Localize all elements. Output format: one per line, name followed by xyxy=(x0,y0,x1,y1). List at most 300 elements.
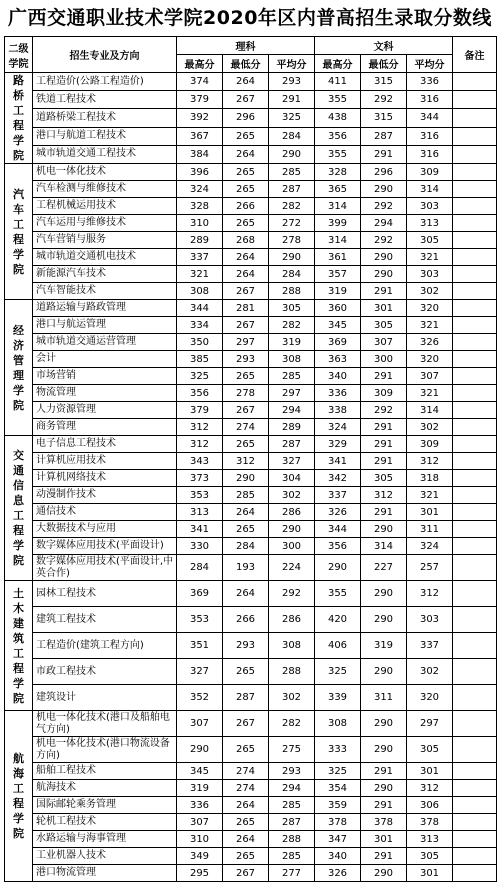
remark-cell xyxy=(453,127,497,145)
remark-cell xyxy=(453,797,497,814)
arts-avg-cell: 312 xyxy=(407,453,453,470)
major-cell: 通信技术 xyxy=(33,504,177,521)
arts-max-cell: 355 xyxy=(315,91,361,109)
arts-max-cell: 347 xyxy=(315,831,361,848)
arts-avg-cell: 257 xyxy=(407,555,453,581)
arts-min-cell: 291 xyxy=(361,848,407,865)
arts-min-cell: 291 xyxy=(361,436,407,453)
arts-avg-cell: 302 xyxy=(407,283,453,300)
remark-cell xyxy=(453,763,497,780)
header-science-min: 最低分 xyxy=(223,55,269,73)
remark-cell xyxy=(453,831,497,848)
college-name: 交通信息工程学院 xyxy=(13,449,24,567)
science-min-cell: 293 xyxy=(223,633,269,659)
remark-cell xyxy=(453,633,497,659)
science-avg-cell: 285 xyxy=(269,368,315,385)
arts-min-cell: 309 xyxy=(361,385,407,402)
remark-cell xyxy=(453,232,497,249)
science-max-cell: 319 xyxy=(177,780,223,797)
science-min-cell: 290 xyxy=(223,470,269,487)
college-cell xyxy=(5,300,33,436)
arts-min-cell: 292 xyxy=(361,402,407,419)
arts-max-cell: 438 xyxy=(315,109,361,127)
table-row xyxy=(5,317,497,334)
arts-avg-cell: 326 xyxy=(407,334,453,351)
remark-cell xyxy=(453,385,497,402)
remark-cell xyxy=(453,215,497,232)
arts-max-cell: 345 xyxy=(315,317,361,334)
remark-cell xyxy=(453,283,497,300)
remark-cell xyxy=(453,581,497,607)
science-avg-cell: 308 xyxy=(269,351,315,368)
table-row xyxy=(5,711,497,737)
header-arts-max: 最高分 xyxy=(315,55,361,73)
table-row xyxy=(5,266,497,283)
science-avg-cell: 308 xyxy=(269,633,315,659)
arts-max-cell: 314 xyxy=(315,198,361,215)
college-cell xyxy=(5,164,33,300)
table-row xyxy=(5,351,497,368)
science-max-cell: 369 xyxy=(177,581,223,607)
science-max-cell: 312 xyxy=(177,419,223,436)
arts-avg-cell: 302 xyxy=(407,419,453,436)
science-max-cell: 330 xyxy=(177,538,223,555)
arts-max-cell: 363 xyxy=(315,351,361,368)
science-avg-cell: 325 xyxy=(269,109,315,127)
arts-min-cell: 287 xyxy=(361,127,407,145)
arts-min-cell: 291 xyxy=(361,419,407,436)
science-max-cell: 396 xyxy=(177,164,223,181)
science-max-cell: 384 xyxy=(177,145,223,163)
arts-avg-cell: 321 xyxy=(407,487,453,504)
major-cell: 机电一体化技术(港口物流设备方向) xyxy=(33,737,177,763)
science-min-cell: 265 xyxy=(223,436,269,453)
college-cell xyxy=(5,581,33,711)
arts-max-cell: 333 xyxy=(315,737,361,763)
major-cell: 城市轨道交通运营管理 xyxy=(33,334,177,351)
remark-cell xyxy=(453,848,497,865)
arts-avg-cell: 297 xyxy=(407,711,453,737)
arts-avg-cell: 316 xyxy=(407,91,453,109)
science-avg-cell: 304 xyxy=(269,470,315,487)
major-cell: 大数据技术与应用 xyxy=(33,521,177,538)
science-max-cell: 324 xyxy=(177,181,223,198)
major-cell: 道路运输与路政管理 xyxy=(33,300,177,317)
arts-max-cell: 360 xyxy=(315,300,361,317)
science-max-cell: 289 xyxy=(177,232,223,249)
arts-max-cell: 340 xyxy=(315,848,361,865)
arts-max-cell: 290 xyxy=(315,555,361,581)
table-row xyxy=(5,848,497,865)
college-name: 航海工程学院 xyxy=(13,752,24,840)
arts-min-cell: 290 xyxy=(361,181,407,198)
arts-max-cell: 356 xyxy=(315,538,361,555)
arts-min-cell: 296 xyxy=(361,164,407,181)
major-cell: 动漫制作技术 xyxy=(33,487,177,504)
science-avg-cell: 282 xyxy=(269,711,315,737)
table-row xyxy=(5,470,497,487)
table-row xyxy=(5,814,497,831)
science-max-cell: 284 xyxy=(177,555,223,581)
science-avg-cell: 297 xyxy=(269,385,315,402)
science-max-cell: 310 xyxy=(177,831,223,848)
science-max-cell: 351 xyxy=(177,633,223,659)
arts-avg-cell: 305 xyxy=(407,232,453,249)
table-row xyxy=(5,109,497,127)
arts-min-cell: 290 xyxy=(361,581,407,607)
science-min-cell: 265 xyxy=(223,814,269,831)
arts-avg-cell: 307 xyxy=(407,368,453,385)
major-cell: 物流管理 xyxy=(33,385,177,402)
science-min-cell: 265 xyxy=(223,368,269,385)
table-row xyxy=(5,865,497,882)
remark-cell xyxy=(453,814,497,831)
arts-max-cell: 355 xyxy=(315,581,361,607)
major-cell: 工程机械运用技术 xyxy=(33,198,177,215)
header-science-max: 最高分 xyxy=(177,55,223,73)
arts-avg-cell: 336 xyxy=(407,73,453,91)
arts-min-cell: 227 xyxy=(361,555,407,581)
major-cell: 计算机应用技术 xyxy=(33,453,177,470)
arts-avg-cell: 318 xyxy=(407,470,453,487)
remark-cell xyxy=(453,780,497,797)
science-avg-cell: 288 xyxy=(269,831,315,848)
major-cell: 汽车智能技术 xyxy=(33,283,177,300)
science-avg-cell: 300 xyxy=(269,538,315,555)
arts-avg-cell: 306 xyxy=(407,797,453,814)
major-cell: 人力资源管理 xyxy=(33,402,177,419)
college-cell xyxy=(5,711,33,882)
arts-min-cell: 290 xyxy=(361,266,407,283)
arts-avg-cell: 311 xyxy=(407,521,453,538)
science-avg-cell: 292 xyxy=(269,581,315,607)
science-min-cell: 266 xyxy=(223,607,269,633)
arts-avg-cell: 320 xyxy=(407,351,453,368)
table-row xyxy=(5,145,497,163)
science-min-cell: 296 xyxy=(223,109,269,127)
arts-max-cell: 319 xyxy=(315,283,361,300)
arts-avg-cell: 320 xyxy=(407,685,453,711)
table-row xyxy=(5,763,497,780)
science-avg-cell: 287 xyxy=(269,181,315,198)
remark-cell xyxy=(453,470,497,487)
arts-max-cell: 342 xyxy=(315,470,361,487)
major-cell: 新能源汽车技术 xyxy=(33,266,177,283)
arts-min-cell: 294 xyxy=(361,215,407,232)
table-row xyxy=(5,198,497,215)
science-min-cell: 265 xyxy=(223,737,269,763)
science-max-cell: 307 xyxy=(177,711,223,737)
arts-min-cell: 311 xyxy=(361,685,407,711)
science-min-cell: 265 xyxy=(223,521,269,538)
science-max-cell: 313 xyxy=(177,504,223,521)
arts-avg-cell: 314 xyxy=(407,402,453,419)
table-row xyxy=(5,300,497,317)
table-row xyxy=(5,659,497,685)
table-row xyxy=(5,504,497,521)
table-row xyxy=(5,555,497,581)
science-max-cell: 325 xyxy=(177,368,223,385)
remark-cell xyxy=(453,198,497,215)
arts-max-cell: 356 xyxy=(315,127,361,145)
arts-min-cell: 290 xyxy=(361,865,407,882)
major-cell: 水路运输与海事管理 xyxy=(33,831,177,848)
major-cell: 城市轨道交通机电技术 xyxy=(33,249,177,266)
arts-max-cell: 308 xyxy=(315,711,361,737)
header-science: 理科 xyxy=(177,37,315,55)
college-name: 经济管理学院 xyxy=(13,323,24,412)
arts-avg-cell: 324 xyxy=(407,538,453,555)
arts-min-cell: 378 xyxy=(361,814,407,831)
science-avg-cell: 287 xyxy=(269,814,315,831)
science-max-cell: 373 xyxy=(177,470,223,487)
arts-max-cell: 328 xyxy=(315,164,361,181)
science-max-cell: 392 xyxy=(177,109,223,127)
remark-cell xyxy=(453,145,497,163)
remark-cell xyxy=(453,538,497,555)
arts-avg-cell: 303 xyxy=(407,607,453,633)
science-avg-cell: 282 xyxy=(269,198,315,215)
arts-max-cell: 325 xyxy=(315,659,361,685)
major-cell: 汽车营销与服务 xyxy=(33,232,177,249)
table-row xyxy=(5,249,497,266)
arts-max-cell: 378 xyxy=(315,814,361,831)
arts-max-cell: 324 xyxy=(315,419,361,436)
remark-cell xyxy=(453,685,497,711)
arts-max-cell: 357 xyxy=(315,266,361,283)
arts-max-cell: 326 xyxy=(315,504,361,521)
science-avg-cell: 319 xyxy=(269,334,315,351)
major-cell: 工程造价(建筑工程方向) xyxy=(33,633,177,659)
major-cell: 国际邮轮乘务管理 xyxy=(33,797,177,814)
science-avg-cell: 224 xyxy=(269,555,315,581)
science-max-cell: 379 xyxy=(177,402,223,419)
science-avg-cell: 290 xyxy=(269,521,315,538)
science-min-cell: 281 xyxy=(223,300,269,317)
arts-avg-cell: 313 xyxy=(407,831,453,848)
science-min-cell: 267 xyxy=(223,283,269,300)
table-row xyxy=(5,737,497,763)
arts-avg-cell: 337 xyxy=(407,633,453,659)
arts-min-cell: 301 xyxy=(361,831,407,848)
remark-cell xyxy=(453,659,497,685)
remark-cell xyxy=(453,711,497,737)
arts-min-cell: 312 xyxy=(361,487,407,504)
table-row xyxy=(5,831,497,848)
table-row xyxy=(5,538,497,555)
remark-cell xyxy=(453,181,497,198)
remark-cell xyxy=(453,266,497,283)
arts-max-cell: 339 xyxy=(315,685,361,711)
science-min-cell: 274 xyxy=(223,419,269,436)
science-avg-cell: 278 xyxy=(269,232,315,249)
science-avg-cell: 302 xyxy=(269,487,315,504)
science-min-cell: 284 xyxy=(223,538,269,555)
arts-avg-cell: 344 xyxy=(407,109,453,127)
table-row xyxy=(5,453,497,470)
remark-cell xyxy=(453,487,497,504)
table-row xyxy=(5,215,497,232)
arts-min-cell: 290 xyxy=(361,249,407,266)
science-min-cell: 264 xyxy=(223,73,269,91)
remark-cell xyxy=(453,249,497,266)
science-min-cell: 293 xyxy=(223,351,269,368)
arts-avg-cell: 314 xyxy=(407,181,453,198)
science-max-cell: 295 xyxy=(177,865,223,882)
science-avg-cell: 282 xyxy=(269,317,315,334)
science-min-cell: 285 xyxy=(223,487,269,504)
arts-avg-cell: 301 xyxy=(407,865,453,882)
arts-avg-cell: 303 xyxy=(407,198,453,215)
arts-max-cell: 326 xyxy=(315,865,361,882)
science-min-cell: 265 xyxy=(223,659,269,685)
science-min-cell: 264 xyxy=(223,581,269,607)
table-row xyxy=(5,780,497,797)
major-cell: 港口与航道工程技术 xyxy=(33,127,177,145)
science-min-cell: 297 xyxy=(223,334,269,351)
science-max-cell: 308 xyxy=(177,283,223,300)
remark-cell xyxy=(453,334,497,351)
header-major: 招生专业及方向 xyxy=(33,37,177,73)
table-body xyxy=(5,73,497,882)
science-avg-cell: 290 xyxy=(269,249,315,266)
arts-max-cell: 329 xyxy=(315,436,361,453)
remark-cell xyxy=(453,607,497,633)
science-max-cell: 312 xyxy=(177,436,223,453)
science-max-cell: 310 xyxy=(177,215,223,232)
college-cell xyxy=(5,73,33,164)
science-avg-cell: 327 xyxy=(269,453,315,470)
science-min-cell: 264 xyxy=(223,831,269,848)
remark-cell xyxy=(453,865,497,882)
table-row xyxy=(5,181,497,198)
arts-min-cell: 291 xyxy=(361,453,407,470)
table-row xyxy=(5,521,497,538)
arts-min-cell: 301 xyxy=(361,300,407,317)
arts-max-cell: 338 xyxy=(315,402,361,419)
major-cell: 航海技术 xyxy=(33,780,177,797)
major-cell: 道路桥梁工程技术 xyxy=(33,109,177,127)
college-name: 路桥工程学院 xyxy=(13,74,24,162)
science-avg-cell: 285 xyxy=(269,797,315,814)
arts-min-cell: 291 xyxy=(361,283,407,300)
arts-min-cell: 290 xyxy=(361,521,407,538)
science-min-cell: 264 xyxy=(223,145,269,163)
science-avg-cell: 291 xyxy=(269,91,315,109)
table-row xyxy=(5,436,497,453)
science-max-cell: 327 xyxy=(177,659,223,685)
remark-cell xyxy=(453,164,497,181)
major-cell: 船舶工程技术 xyxy=(33,763,177,780)
arts-avg-cell: 316 xyxy=(407,127,453,145)
science-min-cell: 278 xyxy=(223,385,269,402)
arts-max-cell: 314 xyxy=(315,232,361,249)
science-max-cell: 350 xyxy=(177,334,223,351)
science-avg-cell: 285 xyxy=(269,164,315,181)
arts-min-cell: 291 xyxy=(361,797,407,814)
major-cell: 建筑设计 xyxy=(33,685,177,711)
arts-avg-cell: 378 xyxy=(407,814,453,831)
remark-cell xyxy=(453,317,497,334)
arts-min-cell: 315 xyxy=(361,73,407,91)
header-college: 二级学院 xyxy=(5,37,33,73)
science-avg-cell: 287 xyxy=(269,436,315,453)
major-cell: 汽车检测与维修技术 xyxy=(33,181,177,198)
table-row xyxy=(5,607,497,633)
science-max-cell: 334 xyxy=(177,317,223,334)
arts-max-cell: 420 xyxy=(315,607,361,633)
remark-cell xyxy=(453,504,497,521)
science-min-cell: 264 xyxy=(223,797,269,814)
major-cell: 计算机网络技术 xyxy=(33,470,177,487)
science-max-cell: 385 xyxy=(177,351,223,368)
science-max-cell: 290 xyxy=(177,737,223,763)
arts-avg-cell: 321 xyxy=(407,385,453,402)
science-max-cell: 307 xyxy=(177,814,223,831)
science-avg-cell: 293 xyxy=(269,73,315,91)
science-avg-cell: 288 xyxy=(269,283,315,300)
table-row xyxy=(5,487,497,504)
table-row xyxy=(5,419,497,436)
table-row xyxy=(5,73,497,91)
arts-avg-cell: 309 xyxy=(407,436,453,453)
science-max-cell: 353 xyxy=(177,487,223,504)
arts-avg-cell: 316 xyxy=(407,145,453,163)
arts-avg-cell: 305 xyxy=(407,737,453,763)
major-cell: 建筑工程技术 xyxy=(33,607,177,633)
science-avg-cell: 293 xyxy=(269,763,315,780)
science-min-cell: 266 xyxy=(223,198,269,215)
arts-max-cell: 359 xyxy=(315,797,361,814)
remark-cell xyxy=(453,436,497,453)
major-cell: 轮机工程技术 xyxy=(33,814,177,831)
arts-avg-cell: 320 xyxy=(407,300,453,317)
remark-cell xyxy=(453,351,497,368)
arts-min-cell: 300 xyxy=(361,351,407,368)
arts-max-cell: 354 xyxy=(315,780,361,797)
science-min-cell: 264 xyxy=(223,249,269,266)
remark-cell xyxy=(453,737,497,763)
science-max-cell: 344 xyxy=(177,300,223,317)
major-cell: 港口物流管理 xyxy=(33,865,177,882)
science-min-cell: 265 xyxy=(223,181,269,198)
college-name: 土木建筑工程学院 xyxy=(13,586,24,705)
science-avg-cell: 285 xyxy=(269,848,315,865)
major-cell: 市政工程技术 xyxy=(33,659,177,685)
arts-min-cell: 292 xyxy=(361,91,407,109)
college-name: 汽车工程学院 xyxy=(13,187,24,276)
major-cell: 机电一体化技术 xyxy=(33,164,177,181)
science-avg-cell: 294 xyxy=(269,402,315,419)
arts-max-cell: 336 xyxy=(315,385,361,402)
arts-min-cell: 291 xyxy=(361,145,407,163)
header-arts-min: 最低分 xyxy=(361,55,407,73)
arts-max-cell: 325 xyxy=(315,763,361,780)
header-science-avg: 平均分 xyxy=(269,55,315,73)
science-avg-cell: 272 xyxy=(269,215,315,232)
arts-max-cell: 361 xyxy=(315,249,361,266)
arts-min-cell: 290 xyxy=(361,780,407,797)
major-cell: 汽车运用与维修技术 xyxy=(33,215,177,232)
science-min-cell: 267 xyxy=(223,402,269,419)
arts-max-cell: 411 xyxy=(315,73,361,91)
major-cell: 工程造价(公路工程造价) xyxy=(33,73,177,91)
science-avg-cell: 286 xyxy=(269,607,315,633)
science-avg-cell: 277 xyxy=(269,865,315,882)
major-cell: 数字媒体应用技术(平面设计,中英合作) xyxy=(33,555,177,581)
table-row xyxy=(5,368,497,385)
science-max-cell: 349 xyxy=(177,848,223,865)
